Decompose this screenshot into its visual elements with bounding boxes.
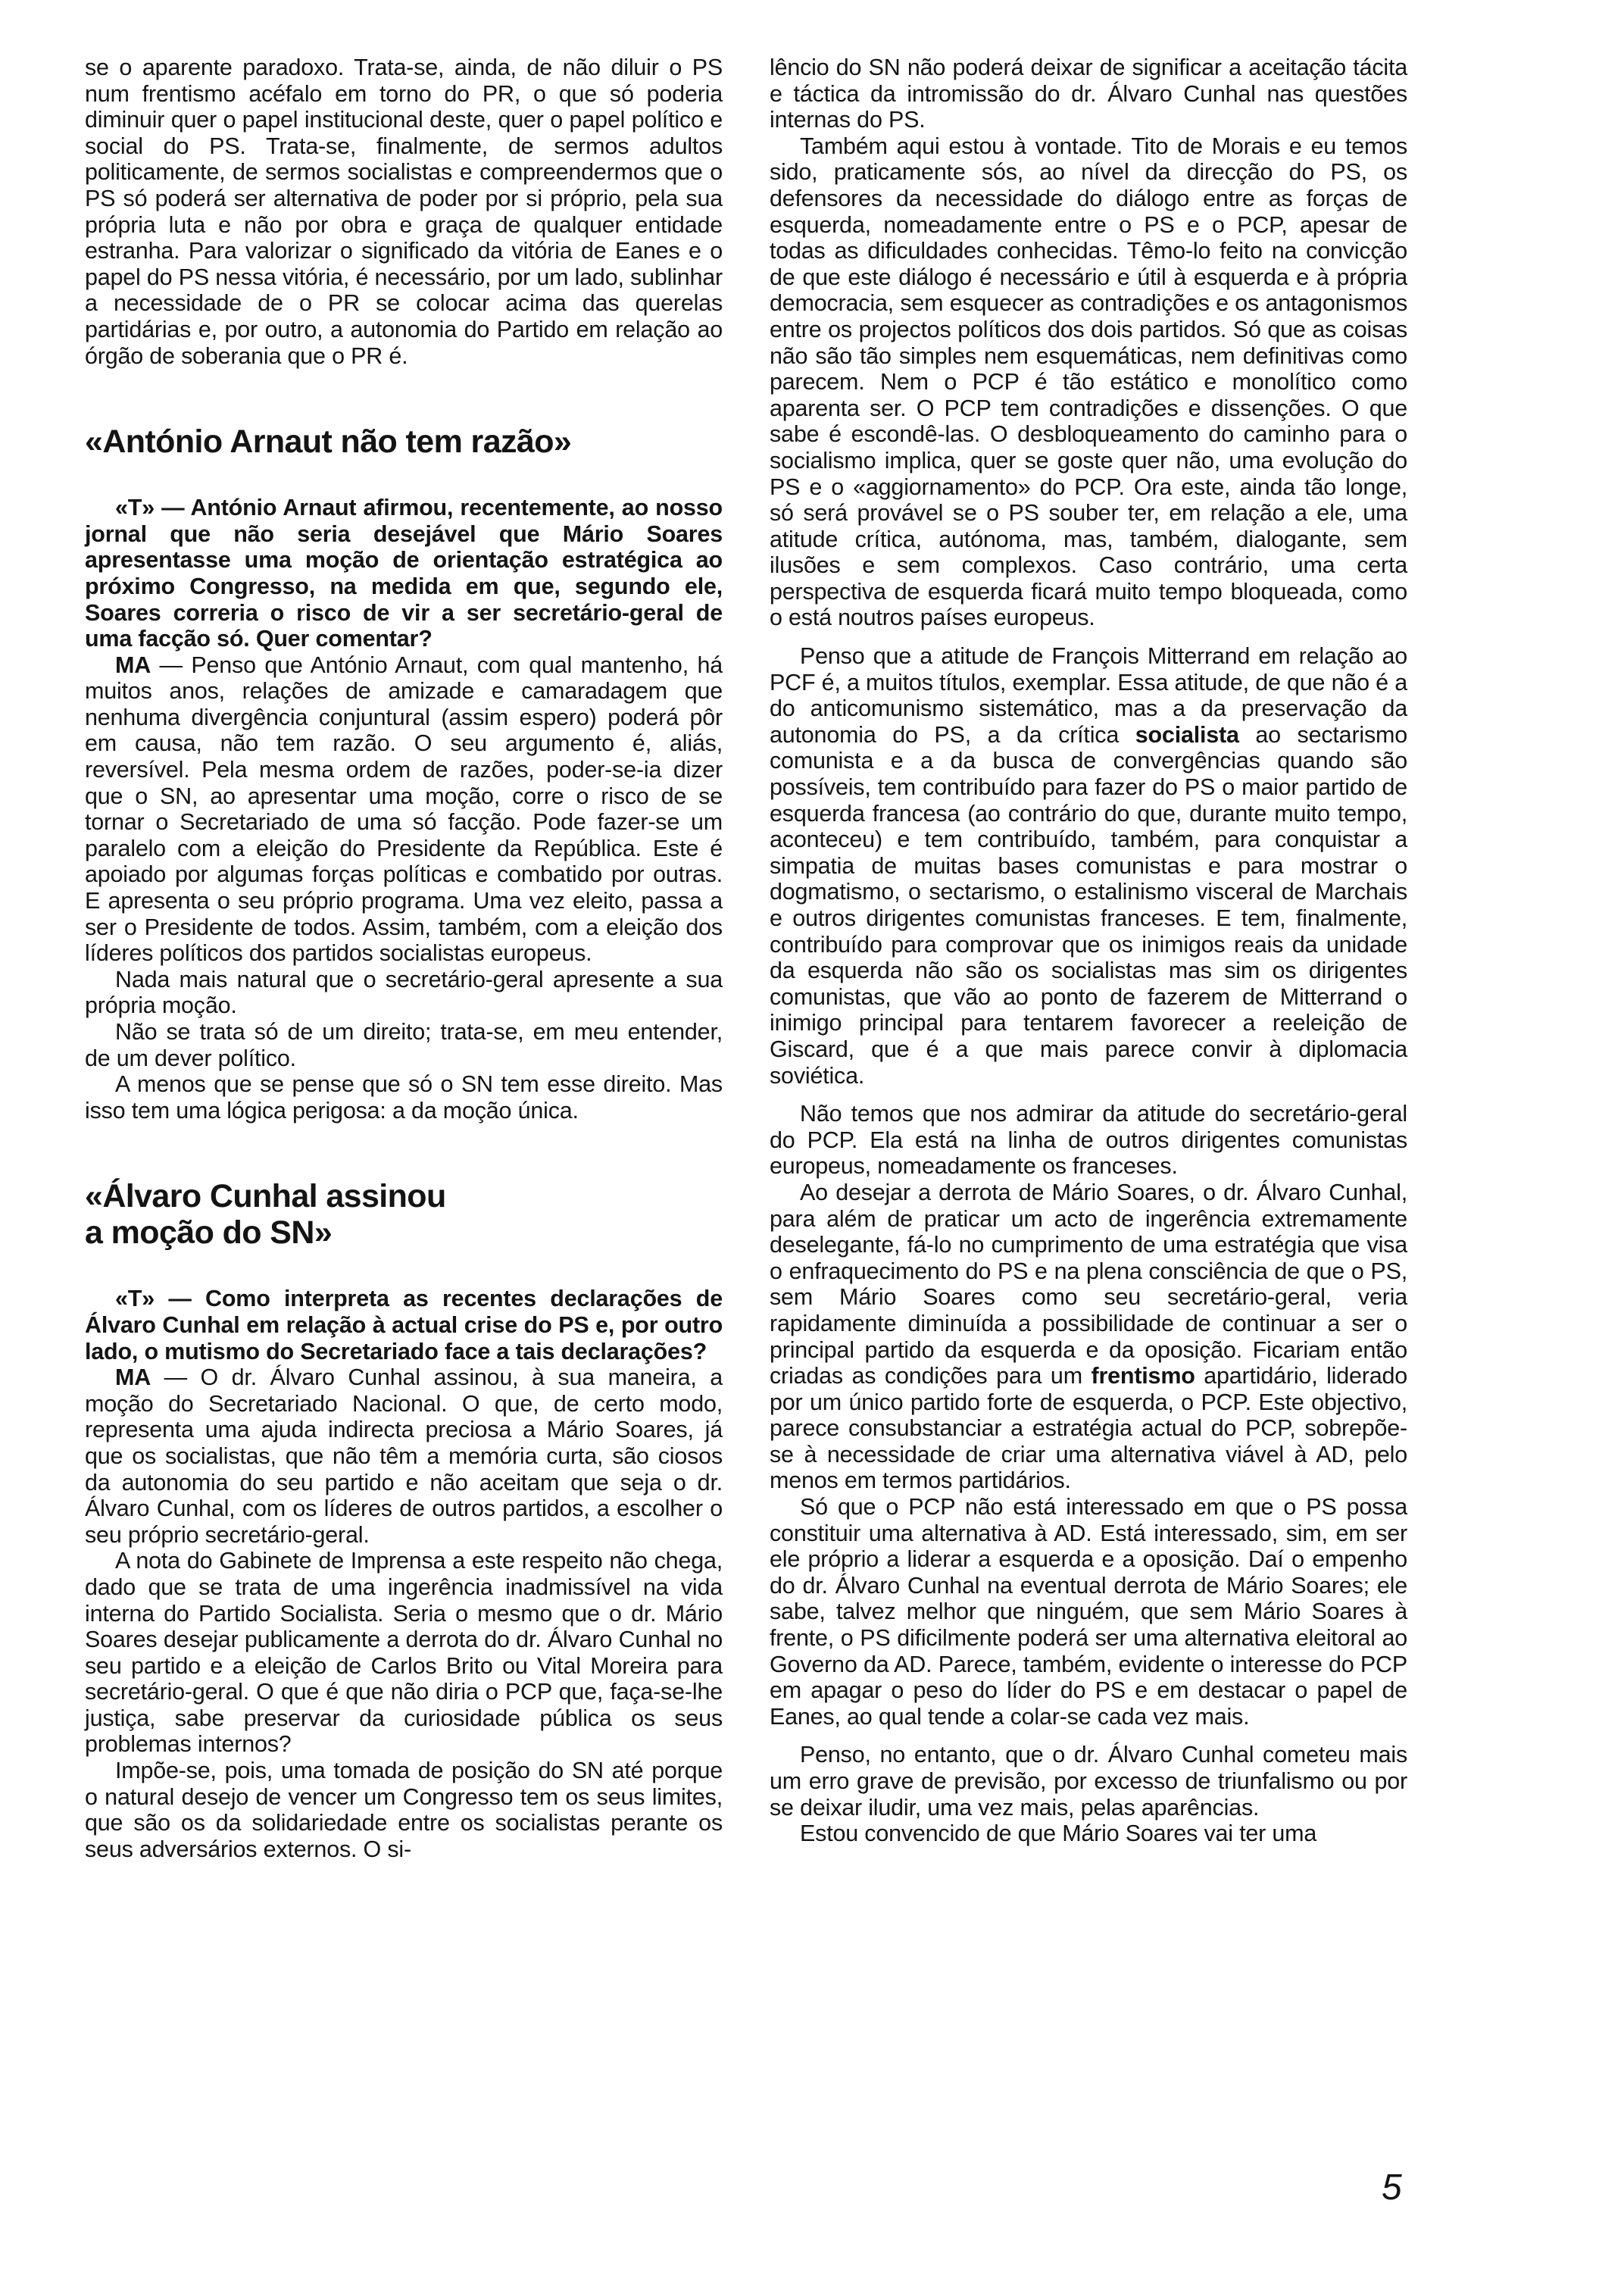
left-column [85,55,723,1862]
body-paragraph: Também aqui estou à vontade. Tito de Morais e eu temos sido, praticamente sós, ao nível da direcção do PS, os defensores da necessidade do diálogo entre as forças de esquerda, nomeadamente entre o PS e o PCP, apesar de todas as dificuldades conhecidas. Têmo-lo feito na convicção de que este diálogo é necessário e útil à esquerda e à própria democracia, sem esquecer as contradições e os antagonismos entre os projectos políticos dos dois partidos. Só que as coisas não são tão simples nem esquemáticas, nem definitivas como parecem. Nem o PCP é tão estático e monolítico como aparenta ser. O PCP tem contradições e dissenções. O que sabe é escondê-las. O desbloqueamento do caminho para o socialismo implica, quer se goste quer não, uma evolução do PS e o «aggiornamento» do PCP. Ora este, ainda tão longe, só será provável se o PS souber ter, em relação a ele, uma atitude crítica, autónoma, mas, também, dialogante, sem ilusões e sem complexos. Caso contrário, uma certa perspectiva de esquerda ficará muito tempo bloqueada, como o está noutros países europeus. [770,133,1407,631]
body-paragraph: Não se trata só de um direito; trata-se, em meu entender, de um dever político. [85,1019,723,1071]
section-heading-arnaut: «António Arnaut não tem razão» [85,424,572,461]
body-paragraph: A menos que se pense que só o SN tem esse direito. Mas isso tem uma lógica perigosa: a da moção única. [85,1071,723,1124]
interview-question-arnaut: «T» — António Arnaut afirmou, recentemente, ao nosso jornal que não seria desejável que Mário Soares apresentasse uma moção de orientação estratégica ao próximo Congresso, na medida em que, segundo ele, Soares correria o risco de vir a ser secretário-geral de uma facção só. Quer comentar? [85,495,723,652]
text-run: Ao desejar a derrota de Mário Soares, o dr. Álvaro Cunhal, para além de praticar um acto de ingerência extremamente deselegante, fá-lo no cumprimento de uma estratégia que visa o enfraquecimento do PS e na plena consciência de que o PS, sem Mário Soares como seu secretário-geral, veria rapidamente diminuída a possibilidade de continuar a ser o principal partido da esquerda e da oposição. Ficariam então criadas as condições para um [770,1179,1407,1389]
body-paragraph: Nada mais natural que o secretário-geral apresente a sua própria moção. [85,966,723,1019]
speaker-initials: MA [115,652,151,678]
body-paragraph: Não temos que nos admirar da atitude do secretário-geral do PCP. Ela está na linha de outros dirigentes comunistas europeus, nomeadamente os franceses. [770,1101,1407,1180]
body-paragraph: Estou convencido de que Mário Soares vai ter uma [800,1821,1317,1847]
body-paragraph: A nota do Gabinete de Imprensa a este respeito não chega, dado que se trata de uma ingerência inadmissível na vida interna do Partido Socialista. Seria o mesmo que o dr. Mário Soares desejar publicamente a derrota do dr. Álvaro Cunhal no seu partido e a eleição de Carlos Brito ou Vital Moreira para secretário-geral. O que é que não diria o PCP que, faça-se-lhe justiça, sabe preservar da curiosidade pública os seus problemas internos? [85,1548,723,1758]
heading-line-2: a moção do SN» [85,1214,333,1252]
page-number: 5 [1382,2168,1402,2208]
answer-text: — Penso que António Arnaut, com qual mantenho, há muitos anos, relações de amizade e camaradagem que nenhuma divergência conjuntural (assim espero) poderá pôr em causa, não tem razão. O seu argumento é, aliás, reversível. Pela mesma ordem de razões, poder-se-ia dizer que o SN, ao apresentar uma moção, corre o risco de se tornar o Secretariado de uma só facção. Pode fazer-se um paralelo com a eleição do Presidente da República. Este é apoiado por algumas forças políticas e combatido por outras. E apresenta o seu próprio programa. Uma vez eleito, passa a ser o Presidente de todos. Assim, também, com a eleição dos líderes políticos dos partidos socialistas europeus. [85,652,723,967]
intro-paragraph: se o aparente paradoxo. Trata-se, ainda, de não diluir o PS num frentismo acéfalo em torno do PR, o que só poderia diminuir quer o papel institucional deste, quer o papel político e social do PS. Trata-se, finalmente, de sermos adultos politicamente, de sermos socialistas e compreendermos que o PS só poderá ser alternativa de poder por si próprio, pela sua própria luta e não por obra e graça de qualquer entidade estranha. Para valorizar o significado da vitória de Eanes e o papel do PS nessa vitória, é necessário, por um lado, sublinhar a necessidade de o PR se colocar acima das querelas partidárias e, por outro, a autonomia do Partido em relação ao órgão de soberania que o PR é. [85,55,723,369]
interview-question-cunhal: «T» — Como interpreta as recentes declarações de Álvaro Cunhal em relação à actual crise do PS e, por outro lado, o mutismo do Secretariado face a tais declarações? [85,1286,723,1364]
body-paragraph: Só que o PCP não está interessado em que o PS possa constituir uma alternativa à AD. Está interessado, sim, em ser ele próprio a liderar a esquerda e a oposição. Daí o empenho do dr. Álvaro Cunhal na eventual derrota de Mário Soares; ele sabe, talvez melhor que ninguém, que sem Mário Soares à frente, o PS dificilmente poderá ser uma alternativa eleitoral ao Governo da AD. Parece, também, evidente o interesse do PCP em apagar o peso do líder do PS e em destacar o papel de Eanes, ao qual tende a colar-se cada vez mais. [770,1494,1407,1730]
text-run: apartidário, liderado por um único partido forte de esquerda, o PCP. Este objectivo, parece consubstanciar a estratégia actual do PCP, sobrepõe-se à necessidade de criar uma alternativa viável à AD, pelo menos em termos partidários. [770,1363,1407,1494]
bold-text-run: frentismo [1091,1363,1195,1389]
body-paragraph: Penso, no entanto, que o dr. Álvaro Cunhal cometeu mais um erro grave de previsão, por excesso de triunfalismo ou por se deixar iludir, uma vez mais, pelas aparências. [770,1742,1407,1821]
bold-text-run: socialista [1135,721,1239,748]
speaker-initials: MA [115,1364,151,1391]
section-heading-cunhal [85,1178,723,1251]
heading-line-1: «Álvaro Cunhal assinou [85,1178,446,1215]
body-paragraph [770,1180,1407,1494]
answer-text: — O dr. Álvaro Cunhal assinou, à sua maneira, a moção do Secretariado Nacional. O que, de certo modo, representa uma ajuda indirecta preciosa a Mário Soares, já que os socialistas, que não têm a memória curta, são ciosos da autonomia do seu partido e não aceitam que seja o dr. Álvaro Cunhal, com os líderes de outros partidos, a escolher o seu próprio secretário-geral. [85,1364,723,1548]
text-run: Penso que a atitude de François Mitterrand em relação ao PCF é, a muitos títulos, exemplar. Essa atitude, de que não é a do anticomunismo sistemático, mas a da preservação da autonomia do PS, a da crítica [770,643,1407,748]
text-run: ao sectarismo comunista e a da busca de convergências quando são possíveis, tem contribuído para fazer do PS o maior partido de esquerda francesa (ao contrário do que, durante muito tempo, aconteceu) e tem contribuído, também, para conquistar a simpatia de muitas bases comunistas e para mostrar o dogmatismo, o sectarismo, o estalinismo visceral de Marchais e outros dirigentes comunistas franceses. E tem, finalmente, contribuído para comprovar que os inimigos reais da unidade da esquerda não são os socialistas mas sim os dirigentes comunistas, que vão ao ponto de fazerem de Mitterrand o inimigo principal para tentarem favorecer a reeleição de Giscard, que é a que mais parece convir à diplomacia soviética. [770,721,1408,1089]
interview-answer-arnaut [85,652,723,967]
body-paragraph: Impõe-se, pois, uma tomada de posição do SN até porque o natural desejo de vencer um Congresso tem os seus limites, que são os da solidariedade entre os socialistas perante os seus adversários externos. O si- [85,1758,723,1862]
right-column [770,55,1407,1847]
interview-answer-cunhal [85,1364,723,1548]
body-paragraph: lêncio do SN não poderá deixar de significar a aceitação tácita e táctica da intromissão do dr. Álvaro Cunhal nas questões internas do PS. [770,55,1407,133]
body-paragraph [770,643,1407,1089]
